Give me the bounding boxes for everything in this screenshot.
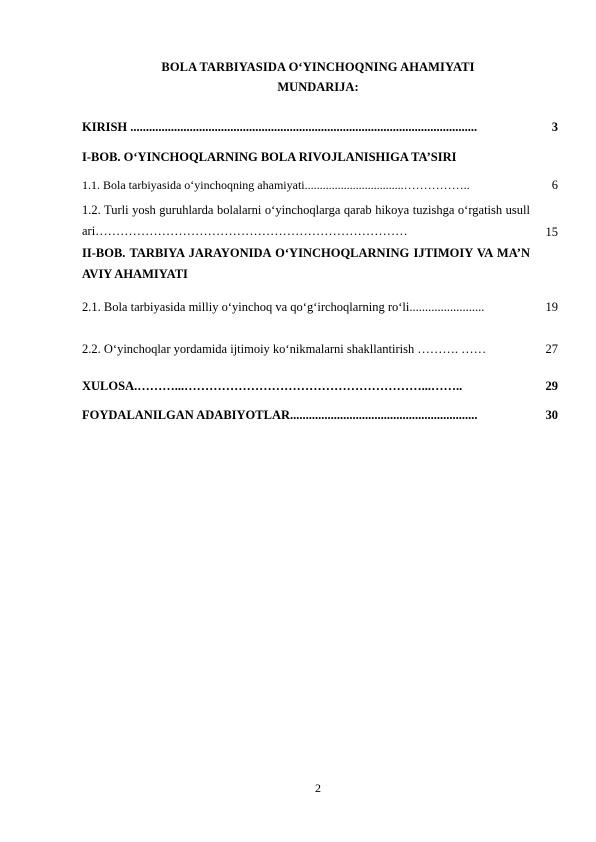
- toc-chapter-text: I-BOB. O‘YINCHOQLARNING BOLA RIVOJLANISHIGA TA’SIRI: [82, 150, 457, 164]
- toc-entry-text: FOYDALANILGAN ADABIYOTLAR............................................................: [82, 408, 478, 422]
- document-title: BOLA TARBIYASIDA O‘YINCHOQNING AHAMIYATI: [161, 60, 475, 74]
- toc-page-number: 6: [551, 178, 558, 192]
- toc-page-number: 19: [545, 300, 558, 314]
- toc-page-number: 27: [545, 342, 558, 356]
- toc-entry-text: 2.1. Bola tarbiyasida milliy o‘yinchoq va qo‘g‘irchoqlarning ro‘li........................: [82, 300, 485, 314]
- toc-entry-text: 1.1. Bola tarbiyasida o‘yinchoqning ahamiyati.................................……………..: [82, 178, 470, 192]
- toc-page-number: 3: [551, 120, 558, 134]
- page-number: 2: [315, 781, 321, 795]
- toc-entry-2-2: [82, 328, 558, 370]
- toc-entry-1-1: [82, 172, 558, 198]
- toc-entry-kirish: [82, 112, 558, 142]
- toc-entry-text: 1.2. Turli yosh guruhlarda bolalarni o‘yinchoqlarga qarab hikoya tuzishga o‘rgatish usullari…………………………………………………………………: [82, 203, 530, 238]
- table-of-contents: [82, 112, 558, 428]
- toc-entry-1-2: [82, 198, 558, 242]
- toc-entry-text: XULOSA.………...…………………………………………………...……..: [82, 379, 463, 393]
- toc-entry-adabiyotlar: [82, 402, 558, 428]
- toc-chapter-1: [82, 142, 558, 172]
- toc-entry-text: 2.2. O‘yinchoqlar yordamida ijtimoiy ko‘nikmalarni shakllantirish ………. ……: [82, 342, 487, 356]
- toc-chapter-text: II-BOB. TARBIYA JARAYONIDA O‘YINCHOQLARNING IJTIMOIY VA MA’NAVIY AHAMIYATI: [82, 246, 530, 281]
- toc-page-number: 30: [545, 408, 558, 422]
- toc-page-number: 15: [545, 225, 558, 239]
- toc-entry-2-1: [82, 286, 558, 328]
- toc-chapter-2: [82, 242, 558, 286]
- toc-heading: MUNDARIJA:: [277, 80, 359, 94]
- toc-entry-text: KIRISH ...............................................................................................................: [82, 120, 478, 134]
- toc-page-number: 29: [545, 379, 558, 393]
- toc-entry-xulosa: [82, 370, 558, 402]
